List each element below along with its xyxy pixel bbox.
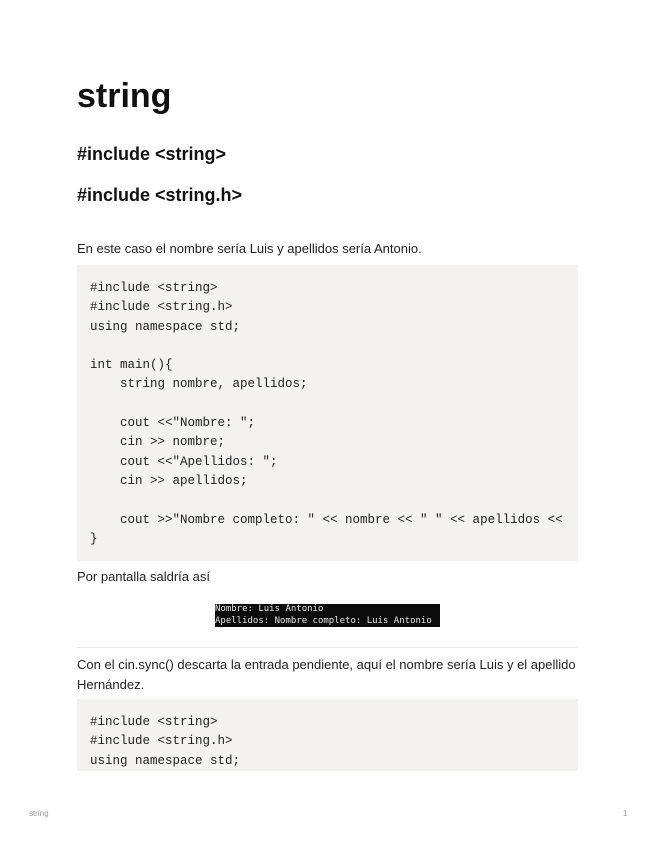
code-line: cout <<"Nombre: "; [90,416,256,431]
code-line: using namespace std; [90,319,241,334]
footer-page-number: 1 [623,809,628,818]
code-line: } [90,531,98,546]
code-line: cout >>"Nombre completo: " << nombre << " " << apellidos << [90,512,563,527]
code-line: string nombre, apellidos; [90,377,308,392]
terminal-output-image [215,604,440,627]
divider [77,647,578,648]
output-caption: Por pantalla saldría así [77,569,210,584]
code-line [90,337,578,356]
code-line: #include <string> [90,281,218,295]
intro-paragraph: En este caso el nombre sería Luis y apellidos sería Antonio. [77,241,422,256]
terminal-line: Apellidos: Nombre completo: Luis Antonio [215,615,432,626]
code-line: cout <<"Apellidos: "; [90,454,278,469]
heading-include-string-h: #include <string.h> [77,185,243,205]
sync-paragraph: Con el cin.sync() descarta la entrada pendiente, aquí el nombre sería Luis y el apellido Hernández. [77,657,576,692]
code-line [90,491,578,510]
heading-include-string: #include <string> [77,144,227,164]
page-title: string [77,77,172,115]
terminal-line: Nombre: Luis Antonio [215,604,324,614]
code-line: int main(){ [90,358,173,373]
code-line: cin >> apellidos; [90,473,248,488]
code-line: #include <string> [90,715,218,729]
code-line: #include <string.h> [90,300,233,315]
code-line: #include <string.h> [90,734,233,749]
code-line: cin >> nombre; [90,435,226,450]
code-block-main[interactable] [77,265,578,561]
code-block-second[interactable] [77,699,578,771]
footer-doc-title: string [29,809,49,818]
code-line [90,395,578,414]
code-line: using namespace std; [90,753,241,768]
